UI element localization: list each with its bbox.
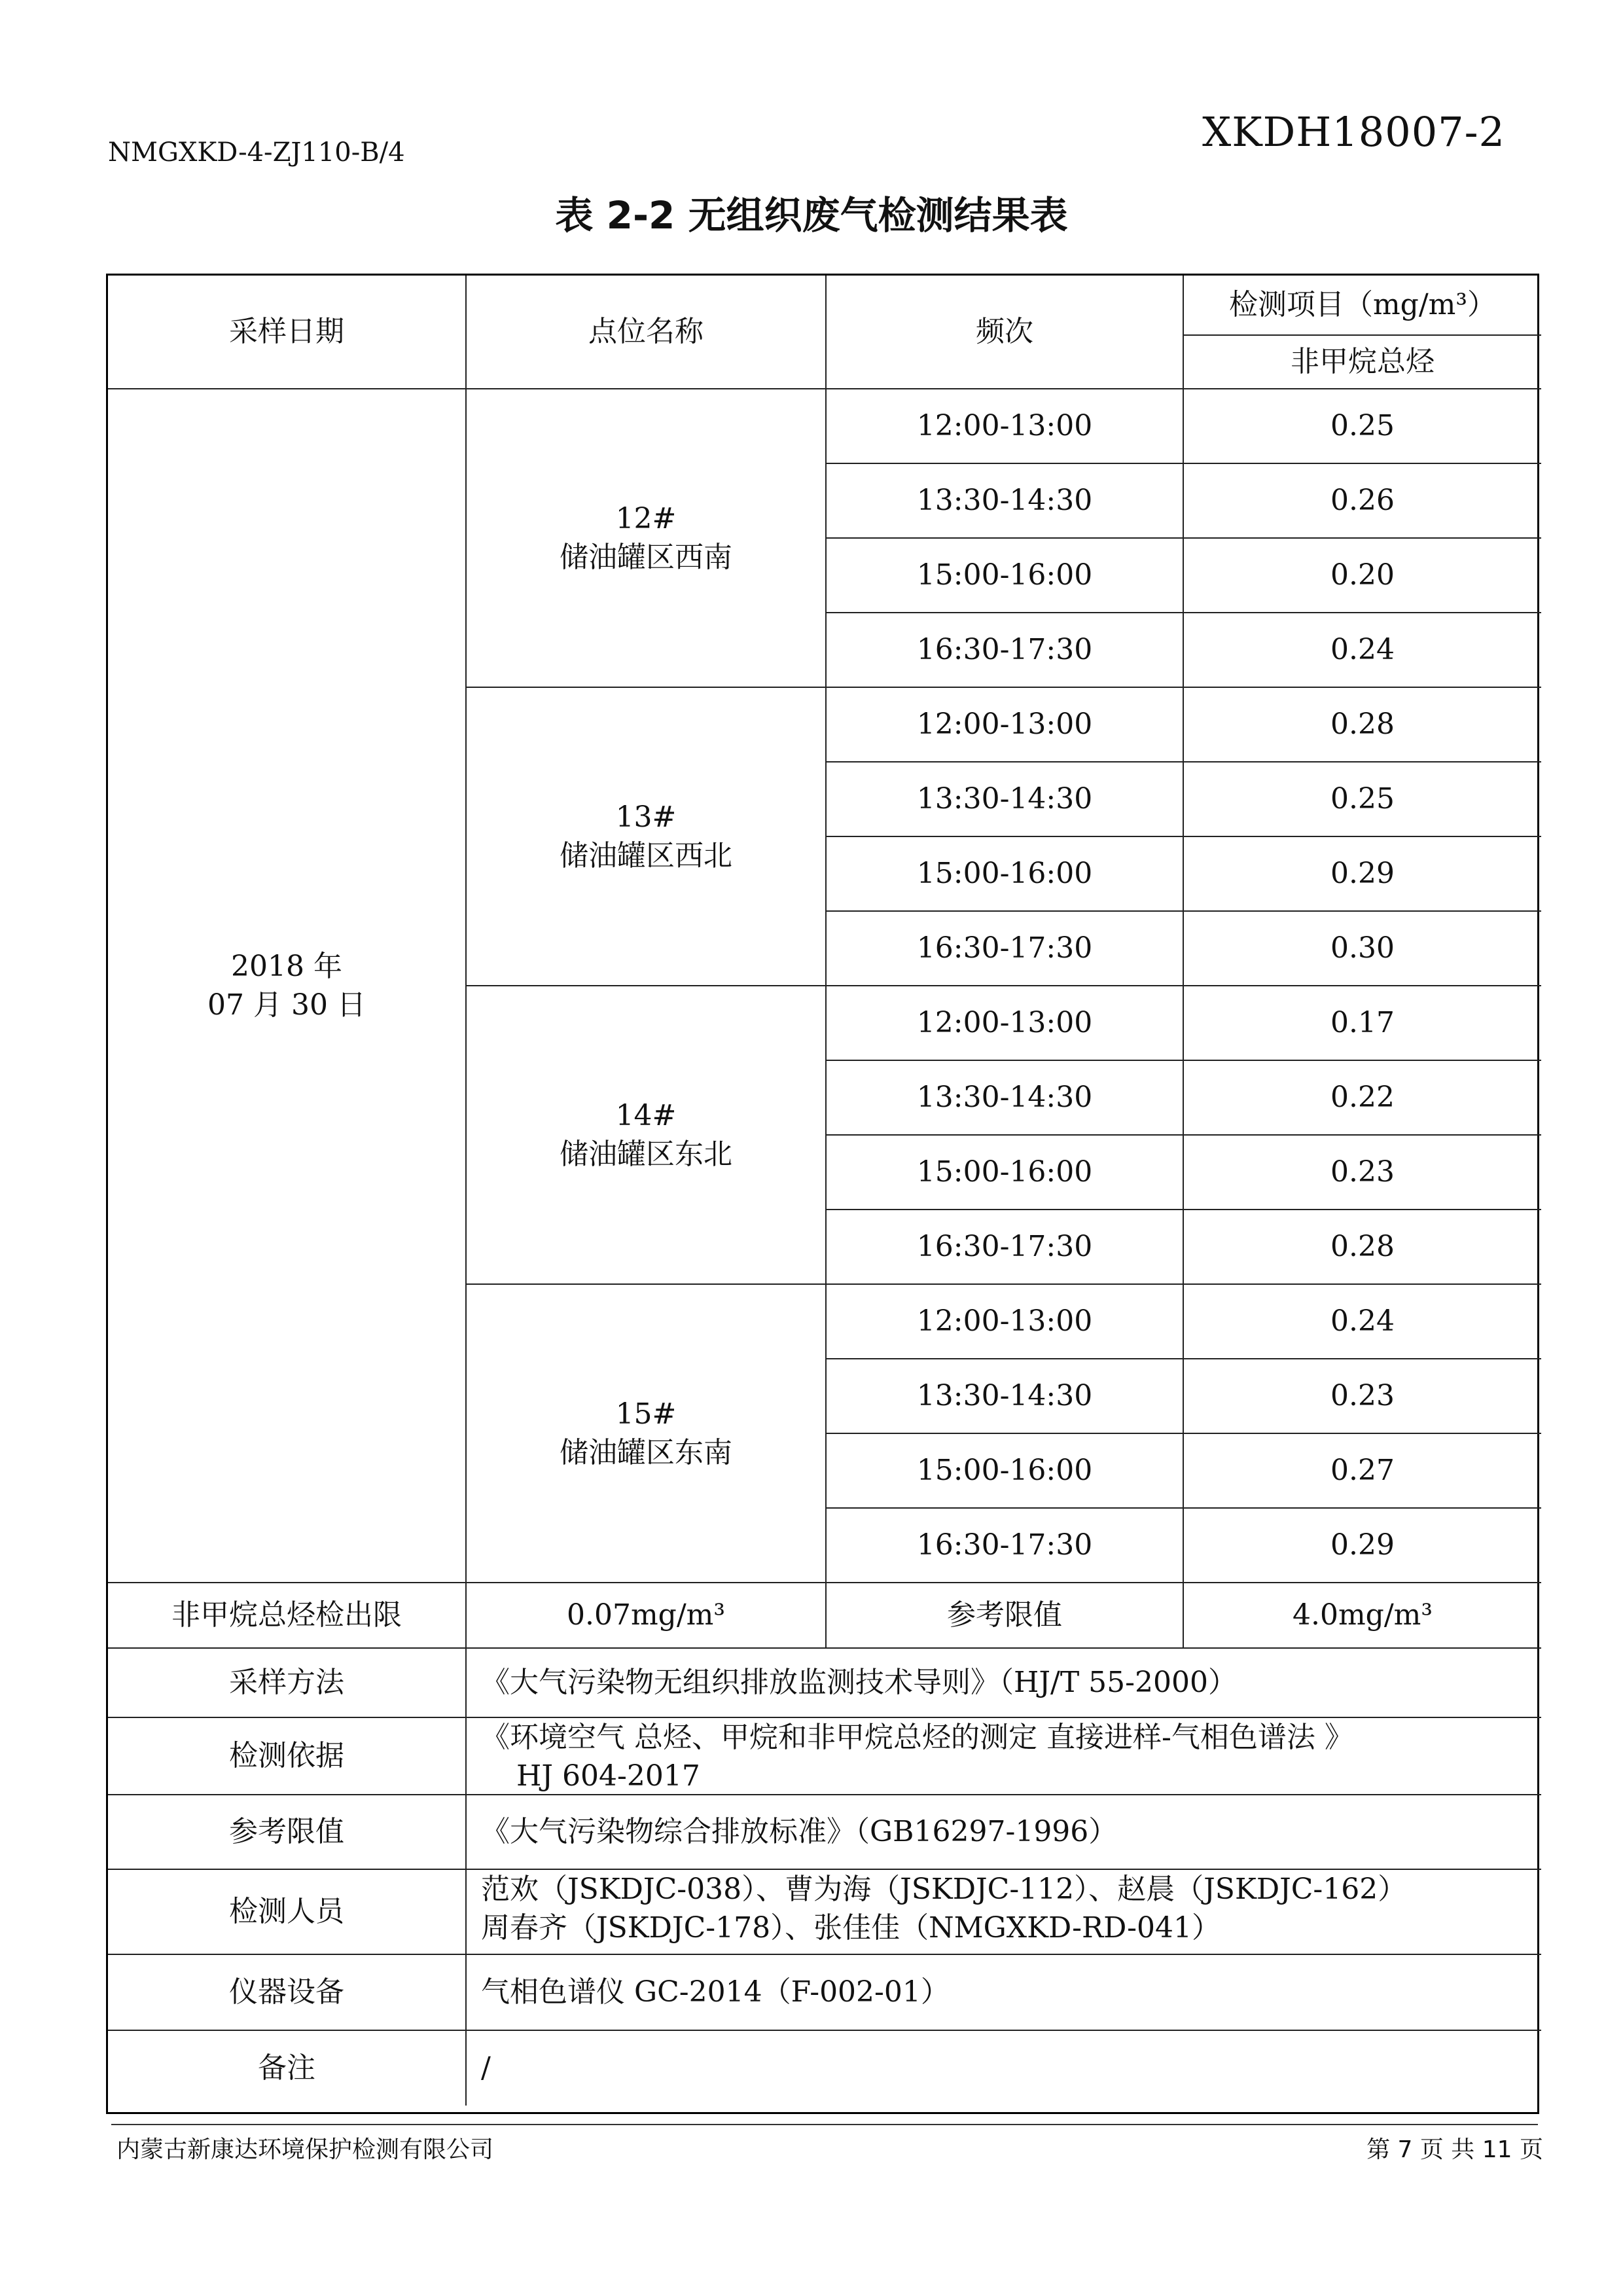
point-name: 储油罐区西北 — [560, 839, 732, 872]
time-cell: 15:00-16:00 — [827, 1136, 1184, 1210]
time-cell: 15:00-16:00 — [827, 1434, 1184, 1509]
date-year: 2018 年 — [231, 949, 342, 983]
time-cell: 15:00-16:00 — [827, 539, 1184, 613]
point-id: 12# — [615, 501, 677, 535]
time-cell: 16:30-17:30 — [827, 912, 1184, 986]
table-title: 表 2-2 无组织废气检测结果表 — [555, 193, 1068, 238]
time-cell: 12:00-13:00 — [827, 688, 1184, 762]
header-sampling-date: 采样日期 — [108, 276, 467, 389]
value-cell: 0.30 — [1184, 912, 1541, 986]
sampling-method-label: 采样方法 — [108, 1649, 467, 1718]
test-basis-value — [467, 1718, 1541, 1795]
time-cell: 13:30-14:30 — [827, 762, 1184, 837]
sampling-date-cell — [108, 389, 467, 1583]
value-cell: 0.23 — [1184, 1136, 1541, 1210]
value-cell: 0.22 — [1184, 1061, 1541, 1136]
ref-limit-label: 参考限值 — [827, 1583, 1184, 1649]
value-cell: 0.29 — [1184, 1509, 1541, 1583]
header-nmhc: 非甲烷总烃 — [1184, 336, 1541, 389]
point-id: 15# — [615, 1397, 677, 1431]
time-cell: 16:30-17:30 — [827, 613, 1184, 688]
header-frequency: 频次 — [827, 276, 1184, 389]
point-cell — [467, 389, 827, 688]
point-cell — [467, 1285, 827, 1583]
staff-line: 周春齐（JSKDJC-178）、张佳佳（NMGXKD-RD-041） — [481, 1911, 1221, 1945]
value-cell: 0.20 — [1184, 539, 1541, 613]
time-cell: 15:00-16:00 — [827, 837, 1184, 912]
value-cell: 0.29 — [1184, 837, 1541, 912]
ref-limit-value: 4.0mg/m³ — [1184, 1583, 1541, 1649]
time-cell: 12:00-13:00 — [827, 389, 1184, 464]
staff-value — [467, 1870, 1541, 1955]
remark-value: / — [481, 2051, 491, 2085]
test-basis-standard: HJ 604-2017 — [516, 1759, 700, 1793]
detect-limit-value: 0.07mg/m³ — [467, 1583, 827, 1649]
document-code: NMGXKD-4-ZJ110-B/4 — [108, 137, 405, 168]
test-basis-line: 《环境空气 总烃、甲烷和非甲烷总烃的测定 直接进样-气相色谱法 》 — [481, 1721, 1353, 1754]
page-number: 第 7 页 共 11 页 — [1366, 2136, 1543, 2163]
report-number: XKDH18007-2 — [1202, 108, 1505, 156]
point-name: 储油罐区西南 — [560, 541, 732, 574]
point-id: 13# — [615, 800, 677, 834]
sampling-method-value: 《大气污染物无组织排放监测技术导则》（HJ/T 55-2000） — [467, 1649, 1541, 1718]
date-month-day: 07 月 30 日 — [207, 988, 366, 1022]
value-cell: 0.27 — [1184, 1434, 1541, 1509]
value-cell: 0.23 — [1184, 1359, 1541, 1434]
value-cell: 0.25 — [1184, 389, 1541, 464]
point-name: 储油罐区东北 — [560, 1138, 732, 1171]
point-id: 14# — [615, 1098, 677, 1132]
value-cell: 0.28 — [1184, 1210, 1541, 1285]
header-test-item: 检测项目（mg/m³） — [1184, 276, 1541, 336]
value-cell: 0.28 — [1184, 688, 1541, 762]
reference-standard-value: 《大气污染物综合排放标准》（GB16297-1996） — [467, 1795, 1541, 1870]
equipment-value: 气相色谱仪 GC-2014（F-002-01） — [467, 1955, 1541, 2031]
footer-divider — [111, 2124, 1538, 2125]
results-table — [106, 274, 1539, 2114]
header-point-name: 点位名称 — [467, 276, 827, 389]
staff-line: 范欢（JSKDJC-038）、曹为海（JSKDJC-112）、赵晨（JSKDJC-162） — [481, 1873, 1407, 1906]
value-cell: 0.25 — [1184, 762, 1541, 837]
value-cell: 0.24 — [1184, 1285, 1541, 1359]
point-name: 储油罐区东南 — [560, 1436, 732, 1469]
time-cell: 12:00-13:00 — [827, 1285, 1184, 1359]
value-cell: 0.24 — [1184, 613, 1541, 688]
value-cell: 0.17 — [1184, 986, 1541, 1061]
time-cell: 16:30-17:30 — [827, 1509, 1184, 1583]
time-cell: 13:30-14:30 — [827, 1359, 1184, 1434]
time-cell: 16:30-17:30 — [827, 1210, 1184, 1285]
time-cell: 12:00-13:00 — [827, 986, 1184, 1061]
reference-standard-label: 参考限值 — [108, 1795, 467, 1870]
test-basis-label: 检测依据 — [108, 1718, 467, 1795]
staff-label: 检测人员 — [108, 1870, 467, 1955]
remark-label: 备注 — [108, 2031, 467, 2106]
point-cell — [467, 688, 827, 986]
company-name: 内蒙古新康达环境保护检测有限公司 — [116, 2136, 494, 2163]
time-cell: 13:30-14:30 — [827, 1061, 1184, 1136]
point-cell — [467, 986, 827, 1285]
equipment-label: 仪器设备 — [108, 1955, 467, 2031]
value-cell: 0.26 — [1184, 464, 1541, 539]
time-cell: 13:30-14:30 — [827, 464, 1184, 539]
detect-limit-label: 非甲烷总烃检出限 — [108, 1583, 467, 1649]
